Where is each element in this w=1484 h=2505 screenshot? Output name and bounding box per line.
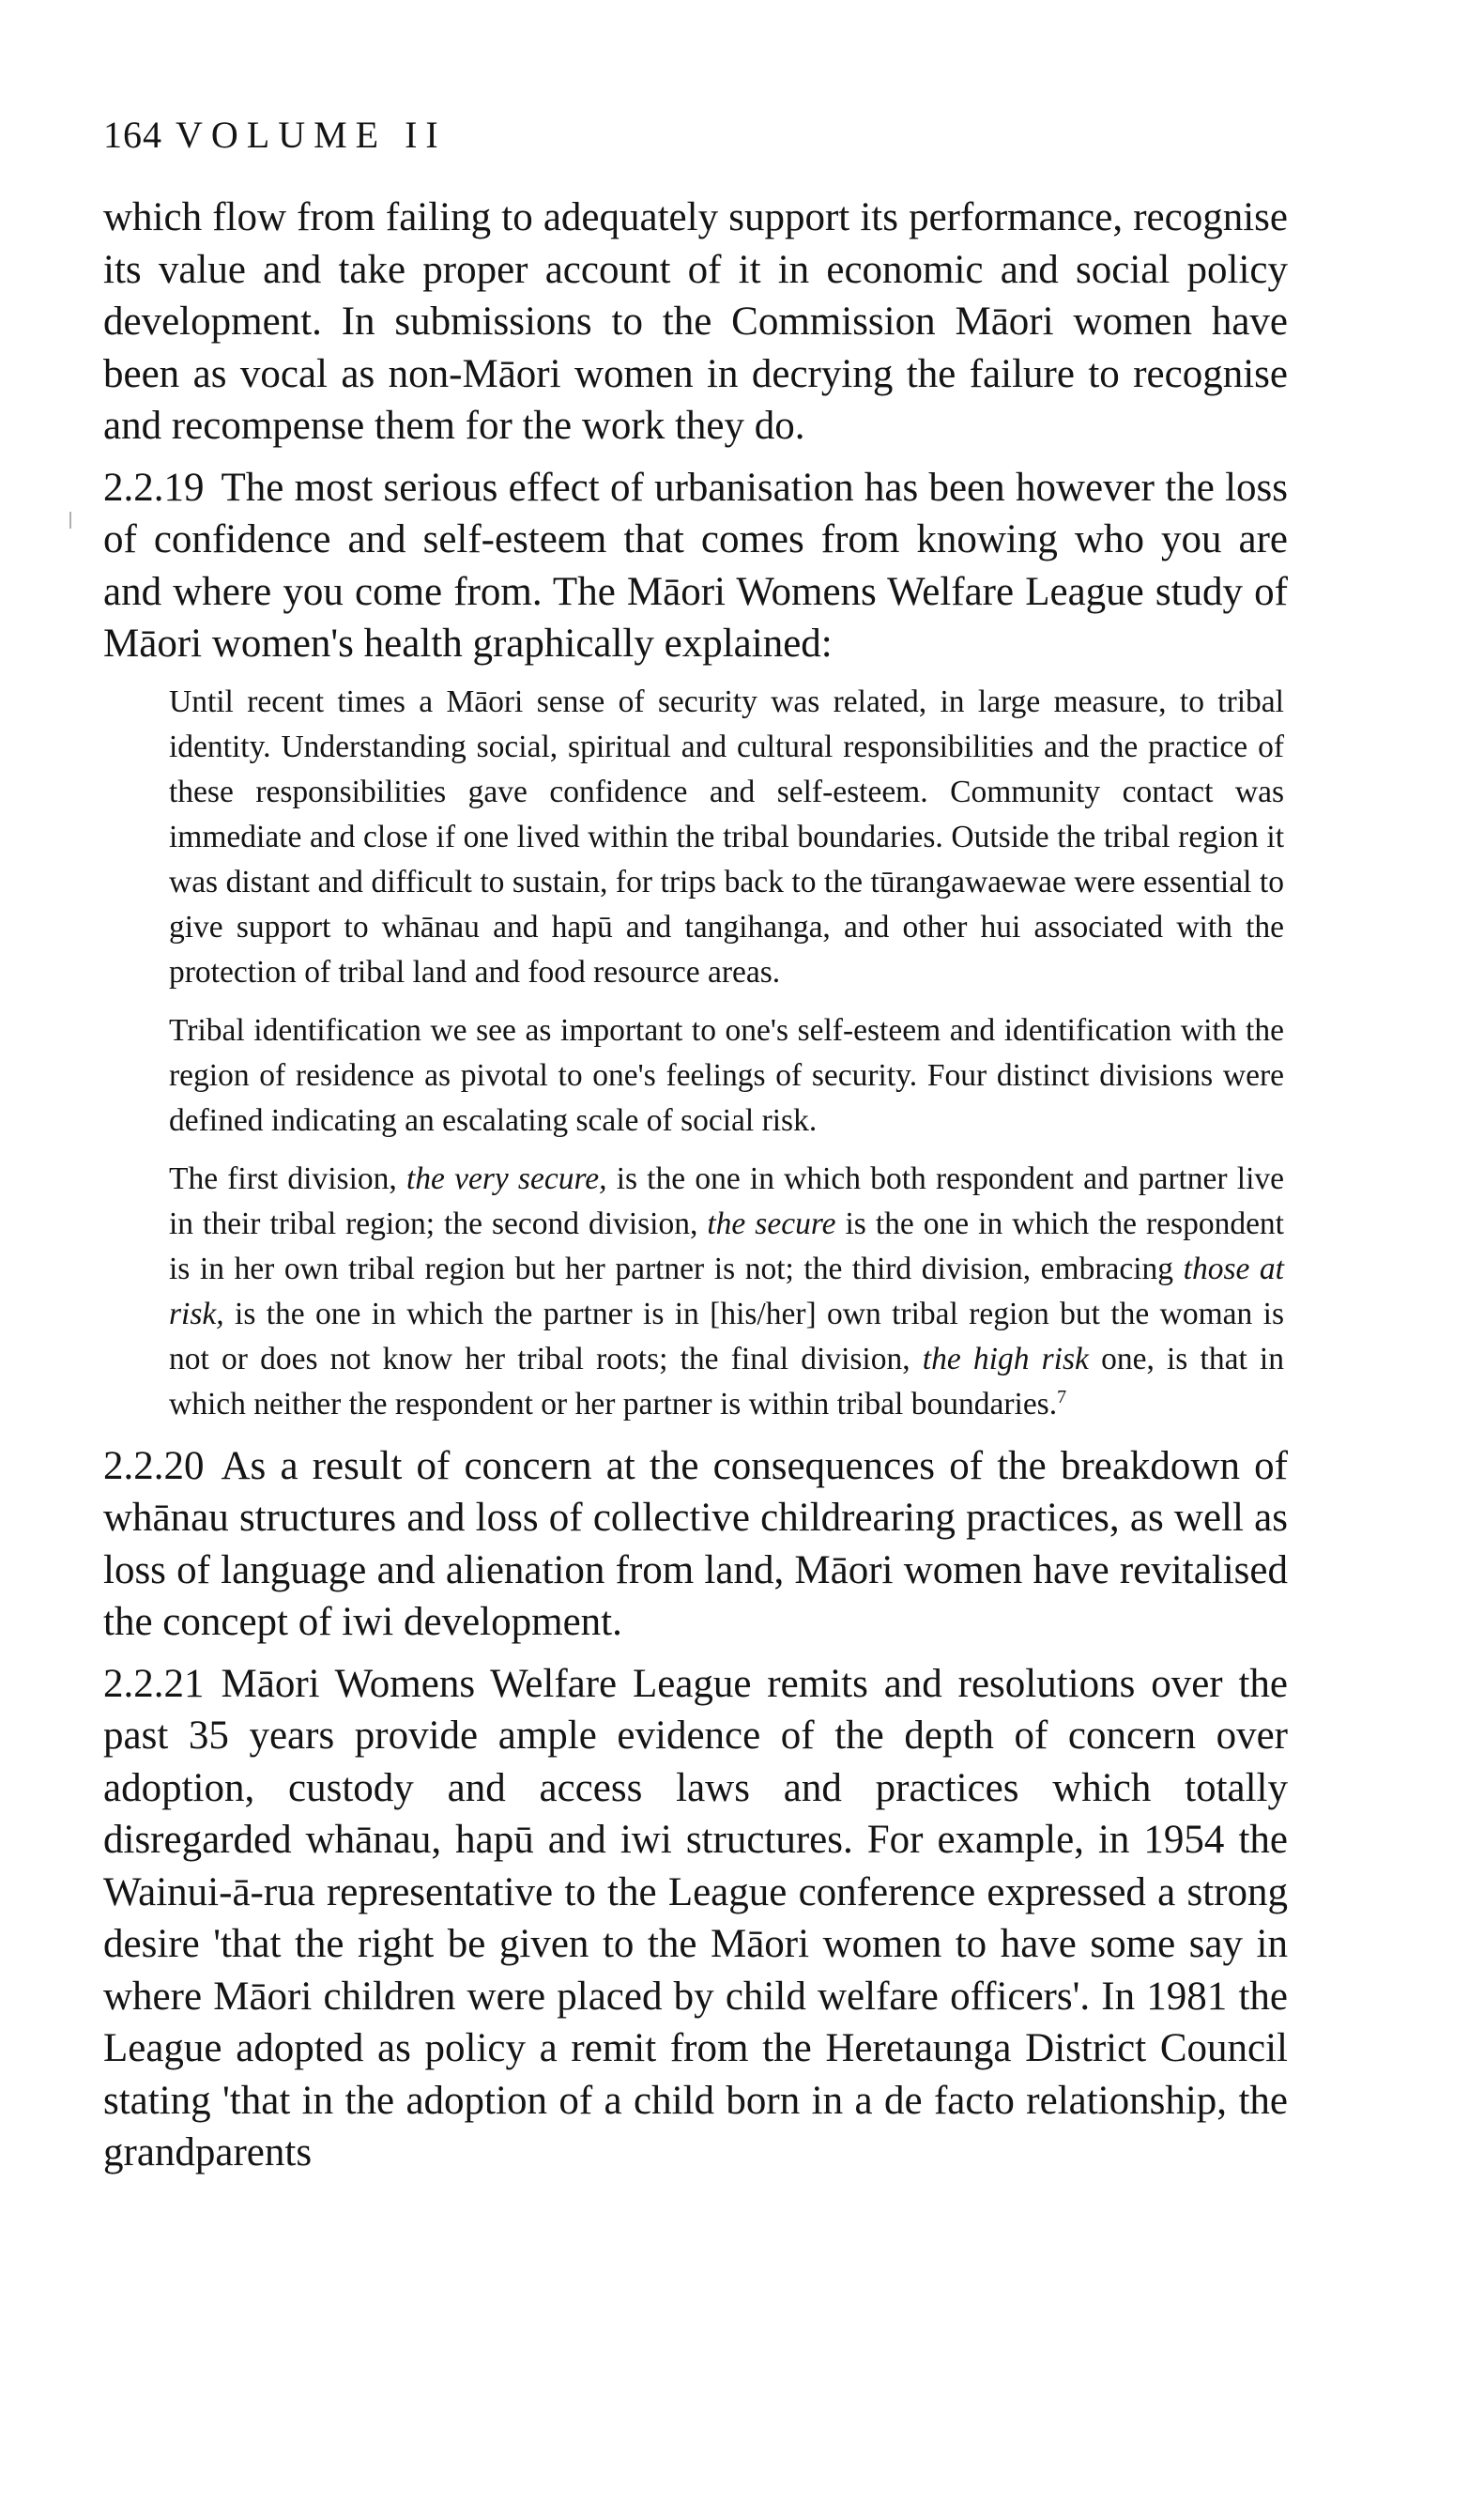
paragraph-2-2-20 (103, 1440, 1288, 1649)
paragraph-number: 2.2.19 (103, 465, 205, 510)
paragraph-number: 2.2.21 (103, 1661, 205, 1706)
block-quote (169, 680, 1288, 1427)
paragraph-number: 2.2.20 (103, 1443, 205, 1488)
margin-mark (69, 512, 71, 529)
quote-paragraph-1: Until recent times a Māori sense of security was related, in large measure, to tribal identity. Understanding social, spiritual and cultural responsibilities and the practice of these responsibilities gave confidence and self-esteem. Community contact was immediate and close if one lived within the tribal boundaries. Outside the tribal region it was distant and difficult to sustain, for trips back to the tūrangawaewae were essential to give support to whānau and hapū and tangihanga, and other hui associated with the protection of tribal land and food resource areas. (169, 684, 1284, 990)
quote-text: is the one in which the respondent is in her own tribal region but her partner is not; the third division, embracing (169, 1206, 1284, 1286)
term-at-risk: those at risk, (169, 1251, 1284, 1331)
page (103, 111, 1288, 2189)
quote-text: is the one in which the partner is in [his/her] own tribal region but the woman is not or does not know her tribal roots; the final division, (169, 1296, 1284, 1376)
quote-paragraph-2: Tribal identification we see as important to one's self-esteem and identification with the region of residence as pivotal to one's feelings of security. Four distinct divisions were defined indicating an escalating scale of social risk. (169, 1012, 1284, 1138)
term-very-secure: the very secure, (405, 1160, 607, 1196)
paragraph-text: Māori Womens Welfare League remits and resolutions over the past 35 years provide ample evidence of the depth of concern over adoption, custody and access laws and practices which totally disregarded whānau, hapū and iwi structures. For example, in 1954 the Wainui-ā-rua representative to the League conference expressed a strong desire 'that the right be given to the Māori women to have some say in where Māori children were placed by child welfare officers'. In 1981 the League adopted as policy a remit from the Heretaunga District Council stating 'that in the adoption of a child born in a de facto relationship, the grandparents (103, 1661, 1288, 2175)
paragraph-2-2-19 (103, 462, 1288, 670)
paragraph-text: As a result of concern at the consequences of the breakdown of whānau structures and loss of collective childrearing practices, as well as loss of language and alienation from land, Māori women have revitalised the concept of iwi development. (103, 1443, 1288, 1644)
page-number: 164 (103, 114, 162, 156)
running-head (103, 111, 1288, 160)
paragraph-continued: which flow from failing to adequately support its performance, recognise its value and take proper account of it in economic and social policy development. In submissions to the Commission Māori women have been as vocal as non-Māori women in decrying the failure to recognise and recompense them for the work they do. (103, 195, 1288, 448)
quote-text: The first division, (169, 1160, 406, 1196)
paragraph-text: The most serious effect of urbanisation has been however the loss of confidence and self-esteem that comes from knowing who you are and where you come from. The Māori Womens Welfare League study of Māori women's health graphically explained: (103, 465, 1288, 666)
quote-text: is the one in which both respondent and partner live in their tribal region; the second division, (169, 1160, 1284, 1241)
term-secure: the secure (707, 1206, 836, 1241)
quote-paragraph-3 (169, 1157, 1284, 1427)
quote-text: one, is that in which neither the respondent or her partner is within tribal boundaries. (169, 1341, 1284, 1422)
paragraph-2-2-21 (103, 1658, 1288, 2179)
volume-label: VOLUME II (176, 114, 447, 156)
term-high-risk: the high risk (922, 1341, 1089, 1376)
footnote-reference: 7 (1057, 1386, 1067, 1407)
